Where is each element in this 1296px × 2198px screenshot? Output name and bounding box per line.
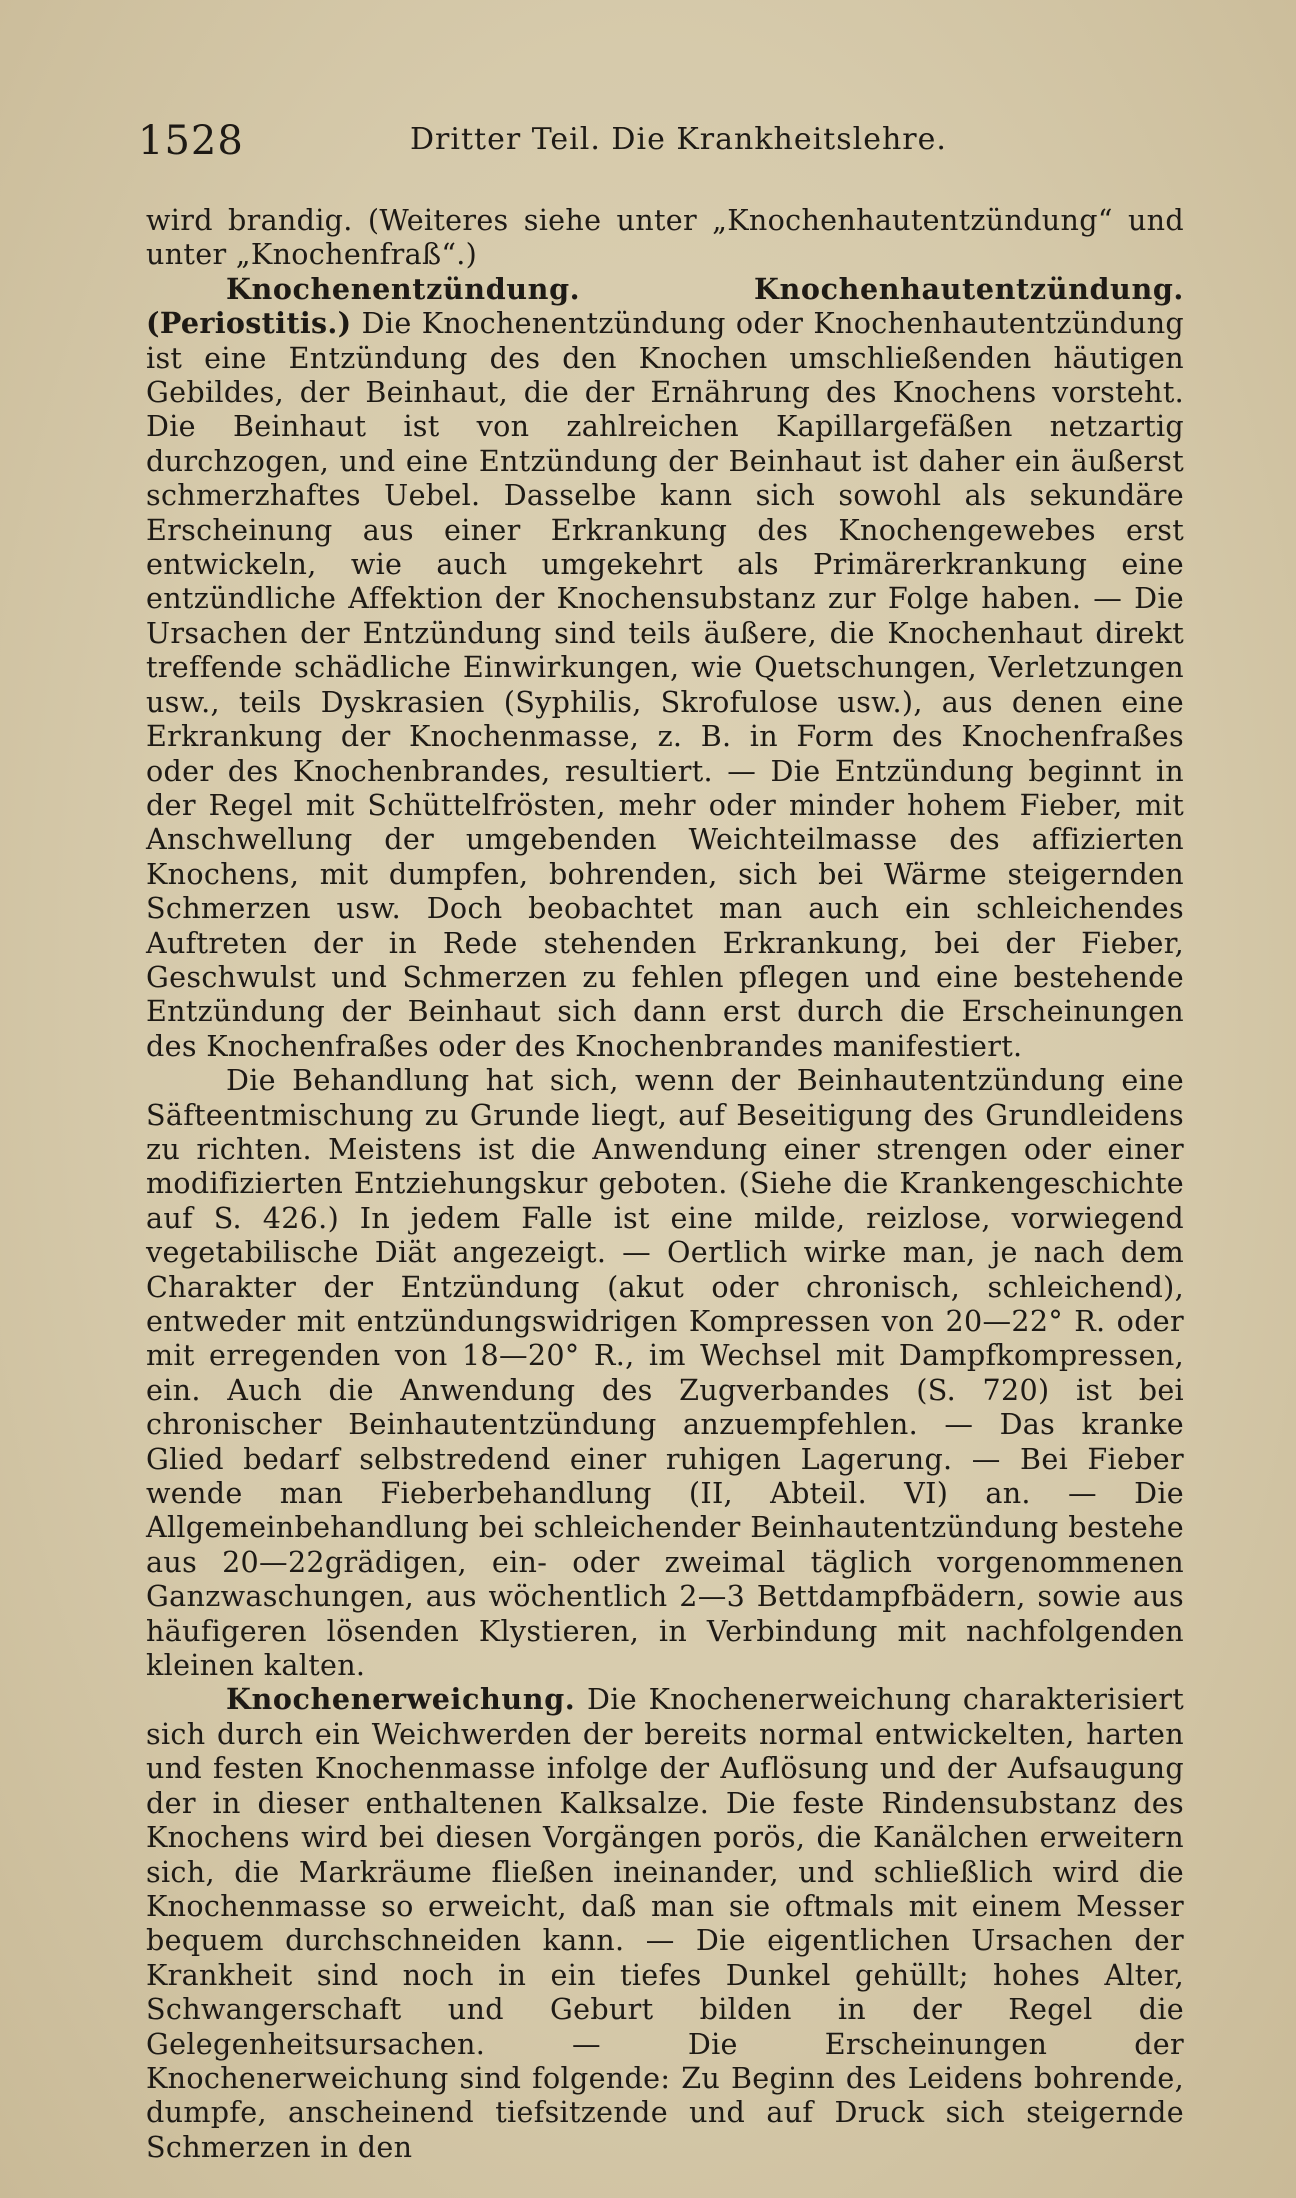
page-header [138, 118, 1198, 178]
paragraph-knochenerweichung [146, 1682, 1184, 2164]
paragraph-text: Die Knochenentzündung oder Knochenhautentzündung ist eine Entzündung des den Knochen umschließenden häutigen Gebildes, der Beinhaut, die der Ernährung des Knochens vorsteht. Die Beinhaut ist von zahlreichen Kapillargefäßen netzartig durchzogen, und eine Entzündung der Beinhaut ist daher ein äußerst schmerzhaftes Uebel. Dasselbe kann sich sowohl als sekundäre Erscheinung aus einer Erkrankung des Knochengewebes erst entwickeln, wie auch umgekehrt als Primärerkrankung eine entzündliche Affektion der Knochensubstanz zur Folge haben. — Die Ursachen der Entzündung sind teils äußere, die Knochenhaut direkt treffende schädliche Einwirkungen, wie Quetschungen, Verletzungen usw., teils Dyskrasien (Syphilis, Skrofulose usw.), aus denen eine Erkrankung der Knochenmasse, z. B. in Form des Knochenfraßes oder des Knochenbrandes, resultiert. — Die Entzündung beginnt in der Regel mit Schüttelfrösten, mehr oder minder hohem Fieber, mit Anschwellung der umgebenden Weichteilmasse des affizierten Knochens, mit dumpfen, bohrenden, sich bei Wärme steigernden Schmerzen usw. Doch beobachtet man auch ein schleichendes Auftreten der in Rede stehenden Erkrankung, bei der Fieber, Geschwulst und Schmerzen zu fehlen pflegen und eine bestehende Entzündung der Beinhaut sich dann erst durch die Erscheinungen des Knochenfraßes oder des Knochenbrandes manifestiert. [146, 306, 1185, 1063]
paragraph-text: Die Knochenerweichung charakterisiert sich durch ein Weichwerden der bereits normal entwickelten, harten und festen Knochenmasse infolge der Auflösung und der Aufsaugung der in dieser enthaltenen Kalksalze. Die feste Rindensubstanz des Knochens wird bei diesen Vorgängen porös, die Kanälchen erweitern sich, die Markräume fließen ineinander, und schließlich wird die Knochenmasse so erweicht, daß man sie oftmals mit einem Messer bequem durchschneiden kann. — Die eigentlichen Ursachen der Krankheit sind noch in ein tiefes Dunkel gehüllt; hohes Alter, Schwangerschaft und Geburt bilden in der Regel die Gelegenheitsursachen. — Die Erscheinungen der Knochenerweichung sind folgende: Zu Beginn des Leidens bohrende, dumpfe, anscheinend tiefsitzende und auf Druck sich steigernde Schmerzen in den [146, 1682, 1185, 2164]
text-body [146, 203, 1184, 2164]
running-head: Dritter Teil. Die Krankheitslehre. [410, 122, 947, 157]
section-heading: Knochenerweichung. [226, 1682, 576, 1717]
section-heading-latin: (Periostitis.) [146, 306, 352, 341]
paragraph-text: Die Behandlung hat sich, wenn der Beinhautentzündung eine Säfteentmischung zu Grunde liegt, auf Beseitigung des Grundleidens zu richten. Meistens ist die Anwendung einer strengen oder einer modifizierten Entziehungskur geboten. (Siehe die Krankengeschichte auf S. 426.) In jedem Falle ist eine milde, reizlose, vorwiegend vegetabilische Diät angezeigt. — Oertlich wirke man, je nach dem Charakter der Entzündung (akut oder chronisch, schleichend), entweder mit entzündungswidrigen Kompressen von 20—22° R. oder mit erregenden von 18—20° R., im Wechsel mit Dampfkompressen, ein. Auch die Anwendung des Zugverbandes (S. 720) ist bei chronischer Beinhautentzündung anzuempfehlen. — Das kranke Glied bedarf selbstredend einer ruhigen Lagerung. — Bei Fieber wende man Fieberbehandlung (II, Abteil. VI) an. — Die Allgemeinbehandlung bei schleichender Beinhautentzündung bestehe aus 20—22grädigen, ein- oder zweimal täglich vorgenommenen Ganzwaschungen, aus wöchentlich 2—3 Bettdampfbädern, sowie aus häufigeren lösenden Klystieren, in Verbindung mit nachfolgenden kleinen kalten. [146, 1063, 1184, 1683]
paragraph-knochenentzuendung [146, 272, 1184, 1063]
paragraph-text: wird brandig. (Weiteres siehe unter „Knochenhautentzündung“ und unter „Knochenfraß“.) [146, 203, 1184, 272]
page-number: 1528 [138, 118, 244, 164]
paragraph-continuation [146, 203, 1184, 272]
section-heading: Knochenentzündung. Knochenhautentzündung. [226, 271, 1184, 306]
paragraph-behandlung [146, 1063, 1184, 1682]
